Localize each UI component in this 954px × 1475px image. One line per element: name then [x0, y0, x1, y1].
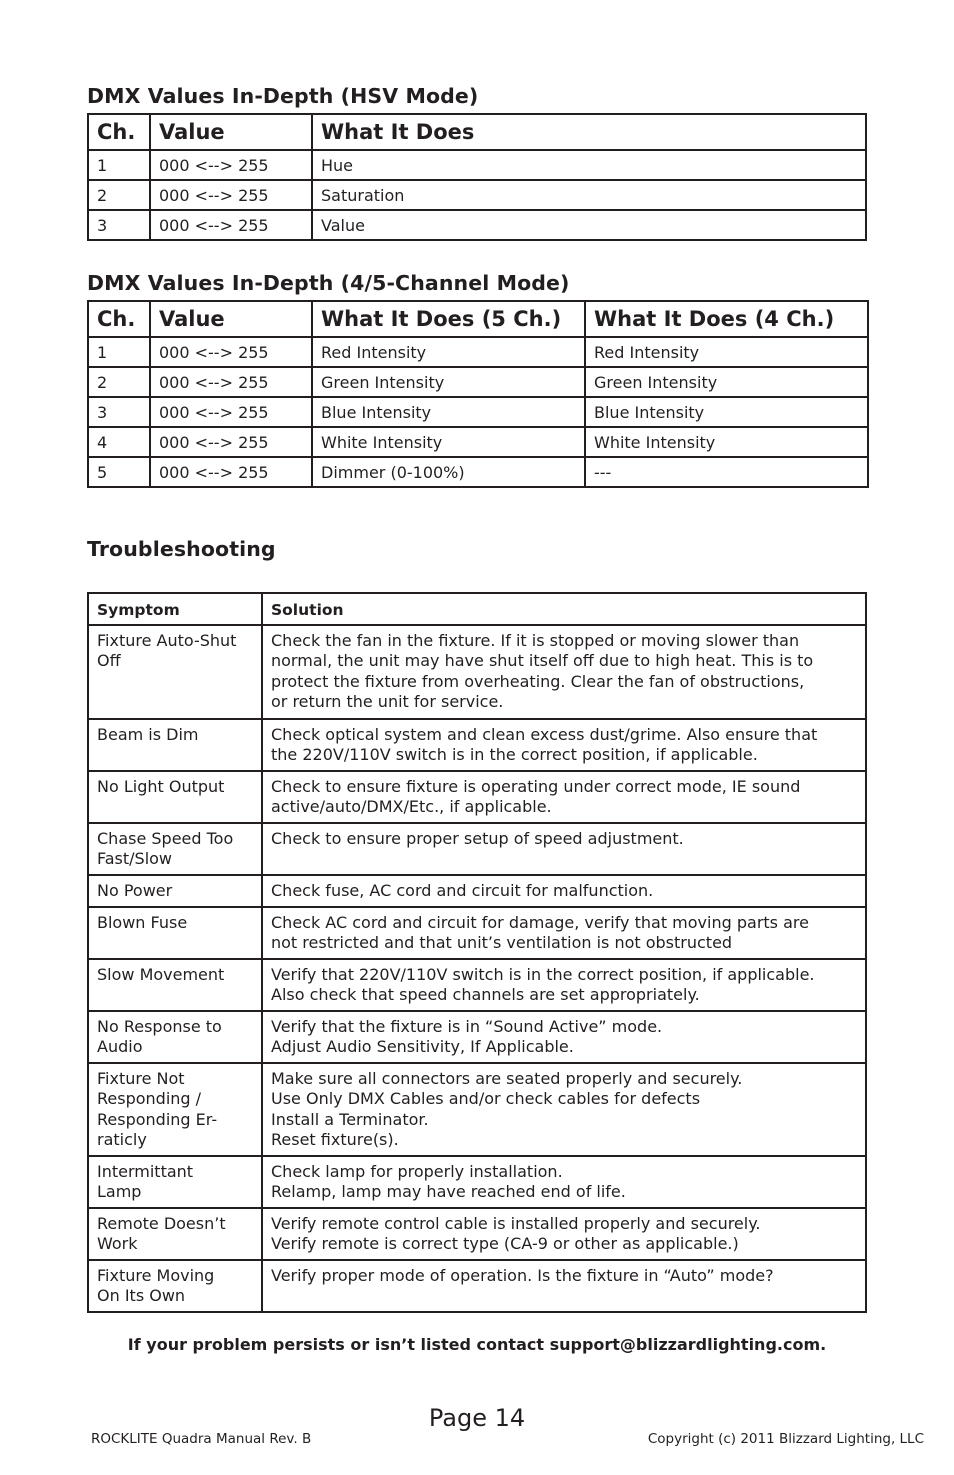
function-5ch-cell: Dimmer (0-100%) — [312, 457, 585, 487]
solution-cell: Verify that the fixture is in “Sound Active” mode. Adjust Audio Sensitivity, If Applicable. — [262, 1011, 866, 1063]
symptom-cell: Blown Fuse — [88, 907, 262, 959]
solution-cell: Check lamp for properly installation. Relamp, lamp may have reached end of life. — [262, 1156, 866, 1208]
function-cell: Saturation — [312, 180, 866, 210]
table-row — [88, 907, 866, 959]
channel-cell: 1 — [88, 337, 150, 367]
channel-cell: 1 — [88, 150, 150, 180]
table-row — [88, 210, 866, 240]
footer-manual-title: ROCKLITE Quadra Manual Rev. B — [91, 1431, 312, 1447]
table-row — [88, 875, 866, 907]
symptom-cell: Intermittant Lamp — [88, 1156, 262, 1208]
channel-section-title: DMX Values In-Depth (4/5-Channel Mode) — [87, 271, 570, 295]
column-header: What It Does (5 Ch.) — [312, 301, 585, 337]
channel-cell: 3 — [88, 210, 150, 240]
table-row — [88, 771, 866, 823]
channel-cell: 3 — [88, 397, 150, 427]
value-cell: 000 <--> 255 — [150, 367, 312, 397]
symptom-cell: Chase Speed Too Fast/Slow — [88, 823, 262, 875]
symptom-cell: Remote Doesn’t Work — [88, 1208, 262, 1260]
column-header: Value — [150, 301, 312, 337]
symptom-cell: Slow Movement — [88, 959, 262, 1011]
value-cell: 000 <--> 255 — [150, 337, 312, 367]
page-number: Page 14 — [428, 1404, 526, 1432]
function-5ch-cell: Red Intensity — [312, 337, 585, 367]
table-row — [88, 823, 866, 875]
table-row — [88, 1208, 866, 1260]
table-row — [88, 1260, 866, 1312]
support-note: If your problem persists or isn’t listed contact support@blizzardlighting.com. — [127, 1335, 827, 1354]
table-row — [88, 367, 868, 397]
channel-cell: 2 — [88, 367, 150, 397]
channel-dmx-table — [87, 300, 869, 488]
function-5ch-cell: White Intensity — [312, 427, 585, 457]
table-header-row — [88, 114, 866, 150]
table-row — [88, 427, 868, 457]
footer-copyright: Copyright (c) 2011 Blizzard Lighting, LLC — [647, 1431, 924, 1447]
table-row — [88, 150, 866, 180]
column-header: Ch. — [88, 301, 150, 337]
table-header-row — [88, 301, 868, 337]
symptom-cell: No Response to Audio — [88, 1011, 262, 1063]
symptom-cell: Fixture Auto-Shut Off — [88, 625, 262, 719]
troubleshooting-title: Troubleshooting — [87, 537, 276, 561]
table-row — [88, 180, 866, 210]
table-row — [88, 337, 868, 367]
table-row — [88, 1156, 866, 1208]
column-header: Solution — [262, 593, 866, 625]
function-5ch-cell: Green Intensity — [312, 367, 585, 397]
channel-cell: 5 — [88, 457, 150, 487]
solution-cell: Verify that 220V/110V switch is in the correct position, if applicable. Also check that speed channels are set appropriately. — [262, 959, 866, 1011]
solution-cell: Check to ensure proper setup of speed adjustment. — [262, 823, 866, 875]
symptom-cell: No Light Output — [88, 771, 262, 823]
column-header: What It Does — [312, 114, 866, 150]
table-row — [88, 719, 866, 771]
hsv-dmx-table — [87, 113, 867, 241]
value-cell: 000 <--> 255 — [150, 180, 312, 210]
function-4ch-cell: Blue Intensity — [585, 397, 868, 427]
value-cell: 000 <--> 255 — [150, 457, 312, 487]
channel-cell: 4 — [88, 427, 150, 457]
channel-cell: 2 — [88, 180, 150, 210]
symptom-cell: Beam is Dim — [88, 719, 262, 771]
value-cell: 000 <--> 255 — [150, 397, 312, 427]
function-4ch-cell: --- — [585, 457, 868, 487]
function-cell: Hue — [312, 150, 866, 180]
solution-cell: Check optical system and clean excess dust/grime. Also ensure that the 220V/110V switch is in the correct position, if applicable. — [262, 719, 866, 771]
table-row — [88, 457, 868, 487]
value-cell: 000 <--> 255 — [150, 427, 312, 457]
function-4ch-cell: Green Intensity — [585, 367, 868, 397]
symptom-cell: Fixture Moving On Its Own — [88, 1260, 262, 1312]
value-cell: 000 <--> 255 — [150, 150, 312, 180]
function-5ch-cell: Blue Intensity — [312, 397, 585, 427]
table-row — [88, 397, 868, 427]
value-cell: 000 <--> 255 — [150, 210, 312, 240]
solution-cell: Check to ensure fixture is operating under correct mode, IE sound active/auto/DMX/Etc., if applicable. — [262, 771, 866, 823]
symptom-cell: Fixture Not Responding / Responding Er- raticly — [88, 1063, 262, 1156]
troubleshooting-table — [87, 592, 867, 1313]
column-header: Value — [150, 114, 312, 150]
solution-cell: Check fuse, AC cord and circuit for malfunction. — [262, 875, 866, 907]
table-row — [88, 625, 866, 719]
column-header: What It Does (4 Ch.) — [585, 301, 868, 337]
table-row — [88, 1011, 866, 1063]
solution-cell: Check the fan in the fixture. If it is stopped or moving slower than normal, the unit may have shut itself off due to high heat. This is to protect the fixture from overheating. Clear the fan of obstructions, or return the unit for service. — [262, 625, 866, 719]
column-header: Ch. — [88, 114, 150, 150]
function-4ch-cell: White Intensity — [585, 427, 868, 457]
column-header: Symptom — [88, 593, 262, 625]
hsv-section-title: DMX Values In-Depth (HSV Mode) — [87, 84, 479, 108]
table-header-row — [88, 593, 866, 625]
solution-cell: Check AC cord and circuit for damage, verify that moving parts are not restricted and that unit’s ventilation is not obstructed — [262, 907, 866, 959]
solution-cell: Verify proper mode of operation. Is the fixture in “Auto” mode? — [262, 1260, 866, 1312]
table-row — [88, 1063, 866, 1156]
solution-cell: Verify remote control cable is installed properly and securely. Verify remote is correct type (CA-9 or other as applicable.) — [262, 1208, 866, 1260]
function-4ch-cell: Red Intensity — [585, 337, 868, 367]
table-row — [88, 959, 866, 1011]
symptom-cell: No Power — [88, 875, 262, 907]
solution-cell: Make sure all connectors are seated properly and securely. Use Only DMX Cables and/or check cables for defects Install a Terminator. Reset fixture(s). — [262, 1063, 866, 1156]
function-cell: Value — [312, 210, 866, 240]
